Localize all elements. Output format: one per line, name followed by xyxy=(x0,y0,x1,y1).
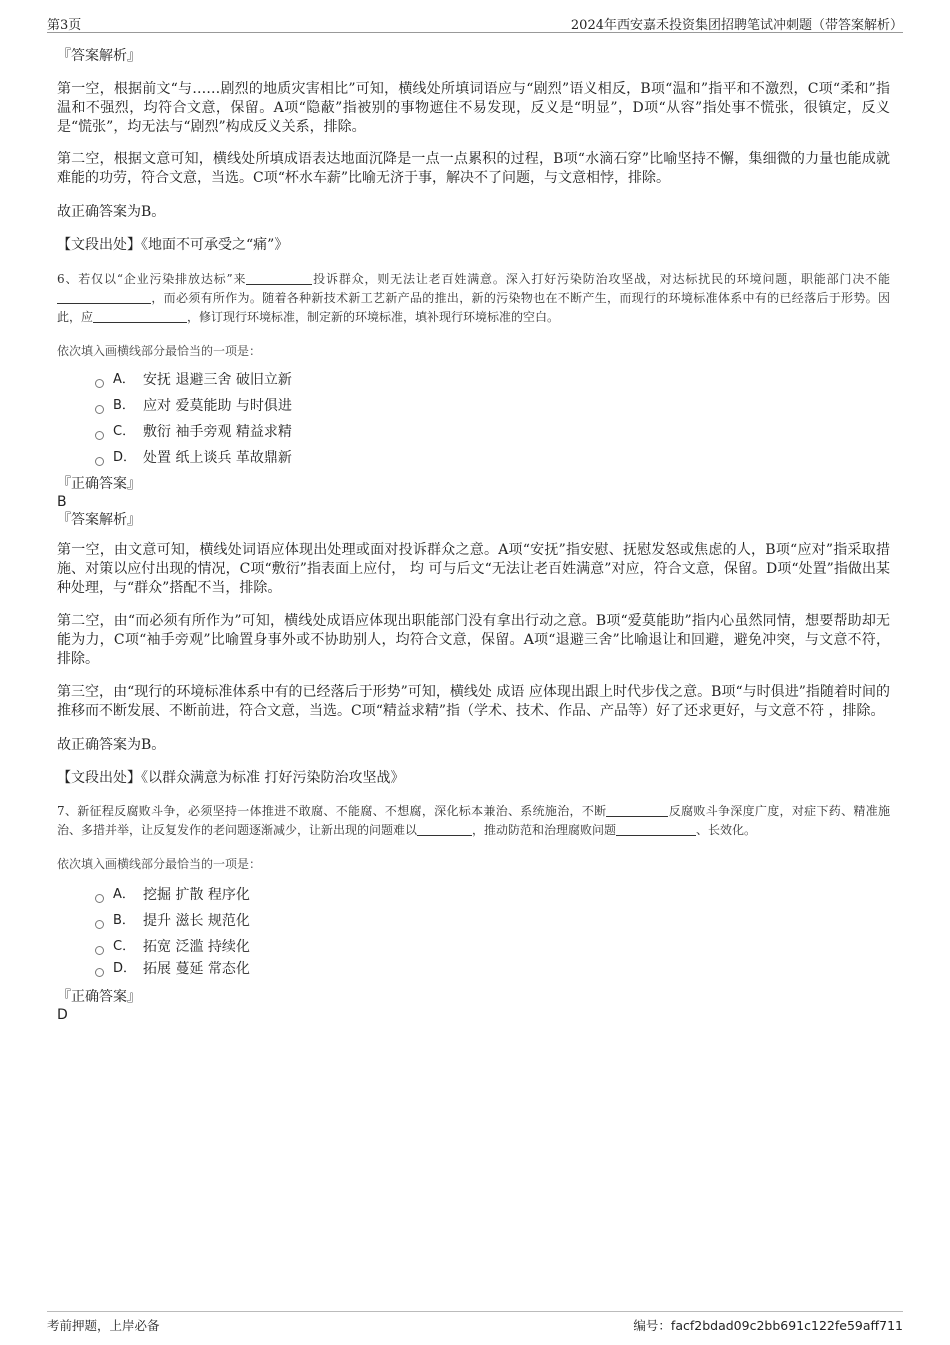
q6-analysis-p1: 第一空，由文意可知，横线处词语应体现出处理或面对投诉群众之意。A项“安抚”指安慰、抚慰发怒或焦虑的人，B项“应对”指采取措施、对策以应付出现的情况，C项“敷衍”指表面上应付， 均 可与后文“无法让老百姓满意”对应，符合文意，保留。D项“处置”指做出某种处理，与“群众”搭配不当，排除。 xyxy=(57,542,890,596)
q7-stem-part4: 、长效化。 xyxy=(696,823,757,837)
q6-blank-3 xyxy=(93,309,187,323)
q7-blank-2 xyxy=(417,822,472,836)
radio-icon[interactable] xyxy=(95,946,104,955)
q5-source: 【文段出处】《地面不可承受之“痛”》 xyxy=(57,237,289,253)
q5-analysis-p2: 第二空，根据文意可知，横线处所填成语表达地面沉降是一点一点累积的过程，B项“水滴石穿”比喻坚持不懈，集细微的力量也能成就难能的功劳，符合文意，当选。C项“杯水车薪”比喻无济于事，解决不了问题，与文意相悖，排除。 xyxy=(57,151,890,186)
radio-icon[interactable] xyxy=(95,920,104,929)
q7-stem-part2: 反腐败斗争深度广度，对症下药、精准施治、多措并举，让反复发作的老问题逐渐减少，让新出现的问题难以 xyxy=(57,804,890,837)
q6-analysis-p3: 第三空，由“现行的环境标准体系中有的已经落后于形势”可知，横线处 成语 应体现出跟上时代步伐之意。B项“与时俱进”指随着时间的推移而不断发展、不断前进，符合文意，当选。C项“精益求精”指（学术、技术、作品、产品等）好了还求更好，与文意不符 ，排除。 xyxy=(57,684,890,719)
q7-option-c[interactable]: C． 拓宽 泛滥 持续化 xyxy=(95,938,890,956)
q6-blank-1 xyxy=(246,271,312,285)
q7-option-d[interactable]: D． 拓展 蔓延 常态化 xyxy=(95,960,890,978)
document-title: 2024年西安嘉禾投资集团招聘笔试冲刺题（带答案解析） xyxy=(570,18,903,33)
q6-stem xyxy=(57,270,890,327)
radio-icon[interactable] xyxy=(95,379,104,388)
q6-options xyxy=(95,371,890,467)
q6-conclusion: 故正确答案为B。 xyxy=(57,737,166,753)
q6-option-d[interactable]: D． 处置 纸上谈兵 革故鼎新 xyxy=(95,449,890,467)
q7-options xyxy=(95,886,890,978)
radio-icon[interactable] xyxy=(95,431,104,440)
q5-analysis-tag: 『答案解析』 xyxy=(57,48,141,64)
radio-icon[interactable] xyxy=(95,405,104,414)
q6-prompt: 依次填入画横线部分最恰当的一项是： xyxy=(57,344,262,358)
q7-correct-answer: D xyxy=(57,1007,68,1023)
document-code-value: facf2bdad09c2bb691c122fe59aff711 xyxy=(670,1318,903,1333)
q6-analysis-tag: 『答案解析』 xyxy=(57,512,141,528)
q7-prompt: 依次填入画横线部分最恰当的一项是： xyxy=(57,857,262,871)
q5-analysis-p1: 第一空，根据前文“与……剧烈的地质灾害相比”可知，横线处所填词语应与“剧烈”语义相反，B项“温和”指平和不激烈，C项“柔和”指温和不强烈，均符合文意，保留。A项“隐蔽”指被别的事物遮住不易发现，反义是“明显”，D项“从容”指处事不慌张，很镇定，反义是“慌张”，均无法与“剧烈”构成反义关系，排除。 xyxy=(57,81,890,135)
q7-stem-part1: 7、新征程反腐败斗争，必须坚持一体推进不敢腐、不能腐、不想腐，深化标本兼治、系统施治，不断 xyxy=(57,804,607,818)
q6-option-b[interactable]: B． 应对 爱莫能助 与时俱进 xyxy=(95,397,890,415)
page-number: 第3页 xyxy=(47,18,82,33)
q6-stem-part1: 6、若仅以“企业污染排放达标”来 xyxy=(57,272,247,286)
q6-source: 【文段出处】《以群众满意为标准 打好污染防治攻坚战》 xyxy=(57,770,405,786)
document-code xyxy=(633,1316,903,1334)
q7-stem-part3: ，推动防范和治理腐败问题 xyxy=(472,823,617,837)
q6-option-c[interactable]: C． 敷衍 袖手旁观 精益求精 xyxy=(95,423,890,441)
q6-correct-answer: B xyxy=(57,494,67,510)
q6-option-a[interactable]: A． 安抚 退避三舍 破旧立新 xyxy=(95,371,890,389)
radio-icon[interactable] xyxy=(95,457,104,466)
q7-blank-3 xyxy=(616,822,696,836)
document-code-label: 编号： xyxy=(633,1318,671,1333)
page-header xyxy=(47,10,903,33)
q5-conclusion: 故正确答案为B。 xyxy=(57,204,166,220)
page-footer xyxy=(47,1311,903,1336)
q6-stem-part4: ，修订现行环境标准，制定新的环境标准，填补现行环境标准的空白。 xyxy=(187,310,560,324)
q6-blank-2 xyxy=(57,290,151,304)
radio-icon[interactable] xyxy=(95,968,104,977)
q7-option-b[interactable]: B． 提升 滋长 规范化 xyxy=(95,912,890,930)
q6-stem-part3: ，而必须有所作为。随着各种新技术新工艺新产品的推出，新的污染物也在不断产生，而现行的环境标准体系中有的已经落后于形势。因此，应 xyxy=(57,291,890,324)
q7-blank-1 xyxy=(606,803,668,817)
radio-icon[interactable] xyxy=(95,894,104,903)
page-content xyxy=(57,44,890,1024)
q6-correct-tag: 『正确答案』 xyxy=(57,476,141,492)
q6-analysis-p2: 第二空，由“而必须有所作为”可知，横线处成语应体现出职能部门没有拿出行动之意。B项“爱莫能助”指内心虽然同情，想要帮助却无能为力，C项“袖手旁观”比喻置身事外或不协助别人，均符合文意，保留。A项“退避三舍”比喻退让和回避，避免冲突，与文意不符，排除。 xyxy=(57,613,890,667)
q7-stem xyxy=(57,802,890,840)
q7-option-a[interactable]: A． 挖掘 扩散 程序化 xyxy=(95,886,890,904)
footer-slogan: 考前押题，上岸必备 xyxy=(47,1318,160,1333)
q7-correct-tag: 『正确答案』 xyxy=(57,989,141,1005)
q6-stem-part2: 投诉群众，则无法让老百姓满意。深入打好污染防治攻坚战，对达标扰民的环境问题，职能部门决不能 xyxy=(312,272,890,286)
